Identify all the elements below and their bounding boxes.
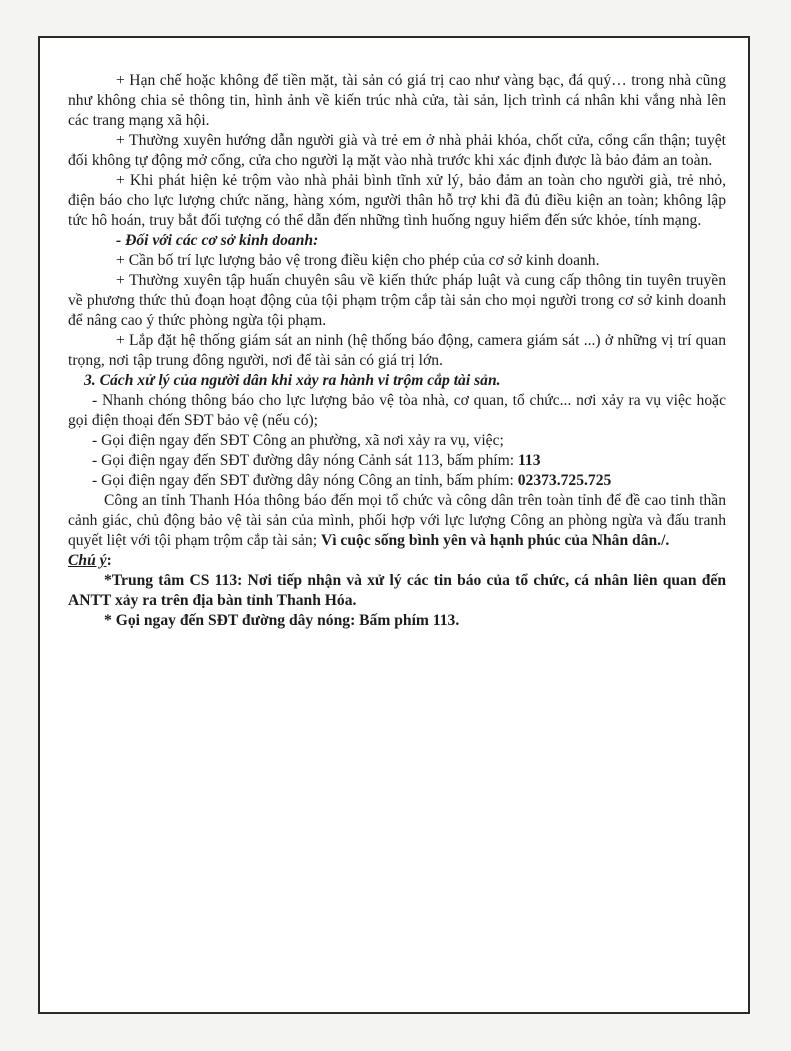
- business-heading: - Đối với các cơ sở kinh doanh:: [116, 232, 319, 249]
- paragraph-call-provincial-police: [68, 471, 726, 491]
- paragraph-cash-valuables: + Hạn chế hoặc không để tiền mặt, tài sản có giá trị cao như vàng bạc, đá quý… trong nhà cũng như không chia sẻ thông tin, hình ảnh về kiến trúc nhà cửa, tài sản, lịch trình cá nhân khi vắng nhà lên các trang mạng xã hội.: [68, 72, 726, 129]
- paragraph-elderly-children: + Thường xuyên hướng dẫn người già và trẻ em ở nhà phải khóa, chốt cửa, cổng cẩn thận; tuyệt đối không tự động mở cổng, cửa cho người lạ mặt vào nhà trước khi xác định được là bảo đảm an toàn.: [68, 132, 726, 169]
- paragraph-announcement: [68, 491, 726, 551]
- note-hotline: * Gọi ngay đến SĐT đường dây nóng: Bấm phím 113.: [104, 612, 460, 629]
- hotline-provincial: 02373.725.725: [517, 472, 612, 489]
- note-heading: [68, 551, 726, 571]
- paragraph-training: + Thường xuyên tập huấn chuyên sâu về kiến thức pháp luật và cung cấp thông tin tuyên truyền về phương thức thủ đoạn hoạt động của tội phạm trộm cắp tài sản cho mọi người trong cơ sở kinh doanh để nâng cao ý thức phòng ngừa tội phạm.: [68, 272, 726, 329]
- page-border: [38, 36, 750, 1014]
- note-title: Chú ý: [68, 552, 107, 569]
- hotline-113: 113: [518, 452, 541, 469]
- paragraph-notify-guards: - Nhanh chóng thông báo cho lực lượng bảo vệ tòa nhà, cơ quan, tổ chức... nơi xảy ra vụ việc hoặc gọi điện thoại đến SĐT bảo vệ (nếu có);: [68, 392, 726, 429]
- announcement-text: Công an tỉnh Thanh Hóa thông báo đến mọi tổ chức và công dân trên toàn tỉnh để đề cao tinh thần cảnh giác, chủ động bảo vệ tài sản của mình, phối hợp với lực lượng Công an phòng ngừa và đấu tranh quyết liệt với tội phạm trộm cắp tài sản;: [68, 492, 726, 549]
- note-113-center: *Trung tâm CS 113: Nơi tiếp nhận và xử lý các tin báo của tổ chức, cá nhân liên quan đến ANTT xảy ra trên địa bàn tỉnh Thanh Hóa.: [68, 572, 726, 609]
- announcement-slogan: Vì cuộc sống bình yên và hạnh phúc của Nhân dân./.: [320, 532, 670, 549]
- call-provincial-text: - Gọi điện ngay đến SĐT đường dây nóng Công an tỉnh, bấm phím:: [92, 472, 518, 489]
- document-body: [68, 71, 726, 631]
- note-colon: :: [106, 552, 112, 569]
- paragraph-guard-force: + Cần bố trí lực lượng bảo vệ trong điều kiện cho phép của cơ sở kinh doanh.: [116, 252, 600, 269]
- section-3-heading: 3. Cách xử lý của người dân khi xảy ra hành vi trộm cắp tài sản.: [84, 372, 501, 389]
- paragraph-thief-discovered: + Khi phát hiện kẻ trộm vào nhà phải bình tĩnh xử lý, bảo đảm an toàn cho người già, trẻ nhỏ, điện báo cho lực lượng chức năng, hàng xóm, người thân hỗ trợ khi đã đủ điều kiện an toàn; không lập tức hô hoán, truy bắt đối tượng có thể dẫn đến những tình huống nguy hiểm đến sức khỏe, tính mạng.: [68, 172, 726, 229]
- call-113-text: - Gọi điện ngay đến SĐT đường dây nóng Cảnh sát 113, bấm phím:: [92, 452, 518, 469]
- paragraph-call-ward-police: - Gọi điện ngay đến SĐT Công an phường, xã nơi xảy ra vụ, việc;: [92, 432, 504, 449]
- paragraph-call-113: [68, 451, 726, 471]
- paragraph-surveillance: + Lắp đặt hệ thống giám sát an ninh (hệ thống báo động, camera giám sát ...) ở những vị trí quan trọng, nơi tập trung đông người, nơi để tài sản có giá trị lớn.: [68, 332, 726, 369]
